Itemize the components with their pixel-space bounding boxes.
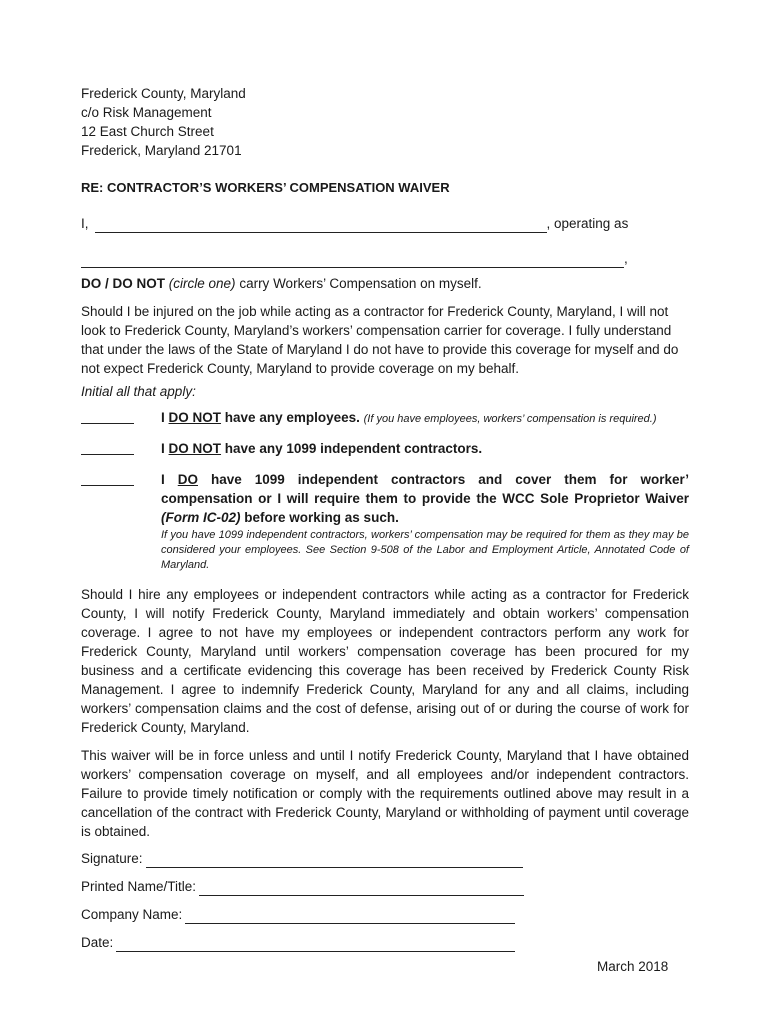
address-line-4: Frederick, Maryland 21701: [81, 143, 242, 158]
signature-row: [81, 849, 689, 868]
initial-blank-3[interactable]: [81, 472, 134, 486]
option-text-1: [161, 408, 689, 429]
paragraph-waiver-force: This waiver will be in force unless and until I notify Frederick County, Maryland that I have obtained workers’ compensation coverage on myself, and all employees and/or independent contractors. Failure to provide timely notification or comply with the requirements outlined above may result in a cancellation of the contract with Frederick County, Maryland or withholding of payment until coverage is obtained.: [81, 748, 689, 839]
address-line-1: Frederick County, Maryland: [81, 86, 246, 101]
option-no-employees: [81, 408, 689, 429]
signature-label: Signature:: [81, 851, 143, 866]
intro-line: [81, 214, 689, 233]
printed-name-blank[interactable]: [199, 882, 524, 896]
paragraph-coverage: Should I be injured on the job while acting as a contractor for Frederick County, Maryland, I will not look to Frederick County, Maryland’s workers’ compensation carrier for coverage. I fully understand that under the laws of the State of Maryland I do not have to provide this coverage for myself and do not expect Frederick County, Maryland to provide coverage on my behalf.: [81, 304, 679, 376]
option-1-rest: have any employees.: [224, 410, 360, 425]
option-3-emph: DO: [177, 472, 198, 487]
option-3-rest: have 1099 independent contractors and cover them for worker’ compensation or I will require them to provide the WCC Sole Proprietor Waiver: [161, 472, 689, 506]
company-name-blank[interactable]: [185, 910, 515, 924]
address-line-2: c/o Risk Management: [81, 105, 212, 120]
option-1-i: I: [161, 410, 165, 425]
signature-blank[interactable]: [146, 854, 523, 868]
circle-one-hint: (circle one): [168, 276, 236, 291]
date-label: Date:: [81, 935, 114, 950]
address-block: [81, 84, 689, 160]
waiver-document: [81, 84, 689, 952]
option-2-i: I: [161, 441, 165, 456]
option-no-contractors: [81, 439, 689, 458]
date-row: [81, 933, 689, 952]
circle-rest: carry Workers’ Compensation on myself.: [239, 276, 482, 291]
initial-blank-1[interactable]: [81, 410, 134, 424]
intro-prefix: I,: [81, 216, 89, 231]
contractor-name-blank[interactable]: [95, 219, 547, 233]
circle-one-line: [81, 274, 689, 293]
printed-name-label: Printed Name/Title:: [81, 879, 197, 894]
option-text-3: [161, 470, 689, 573]
option-text-2: [161, 439, 689, 458]
do-do-not-choice[interactable]: DO / DO NOT: [81, 276, 165, 291]
printed-name-row: [81, 877, 689, 896]
address-line-3: 12 East Church Street: [81, 124, 214, 139]
intro-suffix: , operating as: [546, 216, 629, 231]
option-has-contractors: [81, 470, 689, 573]
option-1-note: (If you have employees, workers’ compensation is required.): [363, 413, 657, 425]
option-2-emph: DO NOT: [168, 441, 222, 456]
option-3-note: If you have 1099 independent contractors, workers’ compensation may be required for them as they may be considered your employees. See Section 9-508 of the Labor and Employment Article, Annotated Code of Maryland.: [161, 529, 689, 571]
option-3-tail: before working as such.: [244, 510, 399, 525]
option-3-i: I: [161, 472, 165, 487]
option-3-form: (Form IC-02): [161, 510, 241, 525]
option-2-rest: have any 1099 independent contractors.: [224, 441, 483, 456]
operating-as-end: ,: [624, 251, 628, 266]
company-name-row: [81, 905, 689, 924]
date-blank[interactable]: [116, 938, 515, 952]
paragraph-hire-notice: Should I hire any employees or independent contractors while acting as a contractor for Frederick County, I will notify Frederick County, Maryland immediately and obtain workers’ compensation coverage. I agree to not have my employees or independent contractors perform any work for Frederick County, Maryland until workers’ compensation coverage has been procured for my business and a certificate evidencing this coverage has been received by Frederick County Risk Management. I agree to indemnify Frederick County, Maryland for any and all claims, including workers’ compensation claims and the cost of defense, arising out of or during the course of work for Frederick County, Maryland.: [81, 587, 689, 735]
operating-as-line: [81, 249, 689, 268]
option-1-emph: DO NOT: [168, 410, 222, 425]
company-name-label: Company Name:: [81, 907, 183, 922]
initial-blank-2[interactable]: [81, 441, 134, 455]
operating-as-blank[interactable]: [81, 254, 624, 268]
revision-date: March 2018: [597, 959, 669, 974]
initial-label: Initial all that apply:: [81, 384, 196, 399]
option-3-main: [161, 470, 689, 527]
subject-line: RE: CONTRACTOR’S WORKERS’ COMPENSATION WAIVER: [81, 180, 450, 195]
